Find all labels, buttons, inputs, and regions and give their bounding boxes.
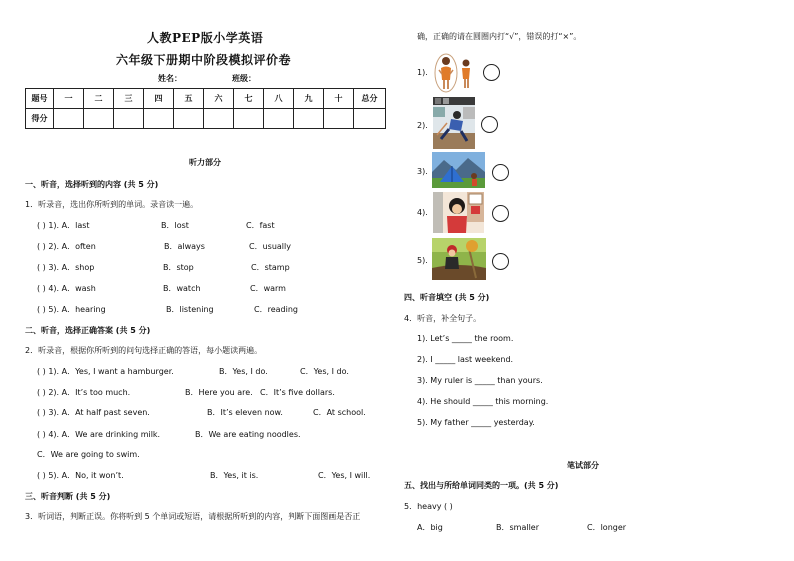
s1-item-a: ( ) 4). A．wash (37, 284, 96, 293)
answer-circle[interactable] (492, 205, 509, 222)
section2-heading: 二、听音，选择正确答案 (共 5 分) (25, 326, 151, 335)
s2-item-a: ( ) 5). A．No, it won’t. (37, 471, 124, 480)
boy-gardening-picture (432, 238, 486, 280)
s3-item-label: 4). (417, 208, 428, 217)
s3-item-label: 1). (417, 68, 428, 77)
score-cell[interactable] (174, 109, 204, 129)
s2-item-c: C．It’s five dollars. (260, 388, 335, 397)
score-header-cell: 十 (324, 89, 354, 109)
s3-item-label: 5). (417, 256, 428, 265)
s2-item-a: ( ) 1). A．Yes, I want a hamburger. (37, 367, 174, 376)
score-header-cell: 五 (174, 89, 204, 109)
s2-item-c: C．We are going to swim. (37, 450, 140, 459)
listening-section-title: 听力部分 (189, 158, 221, 167)
score-header-cell: 一 (54, 89, 84, 109)
s3-item-label: 2). (417, 121, 428, 130)
s1-item-a: ( ) 3). A．shop (37, 263, 95, 272)
score-cell[interactable] (204, 109, 234, 129)
s1-item-b: B．lost (161, 221, 189, 230)
section3-instruction: 3．听词语，判断正误。你将听到 5 个单词或短语，请根据所听到的内容，判断下面图画是否正 (25, 512, 361, 521)
s4-item: 4). He should _____ this morning. (417, 397, 549, 406)
answer-circle[interactable] (481, 116, 498, 133)
tent-camping-picture (432, 152, 485, 188)
score-header-cell: 二 (84, 89, 114, 109)
score-cell[interactable] (144, 109, 174, 129)
s4-item: 1). Let’s _____ the room. (417, 334, 514, 343)
boy-at-window-picture (433, 192, 484, 233)
s1-item-c: C．reading (254, 305, 298, 314)
score-row-label: 得分 (26, 109, 54, 129)
score-cell[interactable] (354, 109, 386, 129)
score-header-cell: 七 (234, 89, 264, 109)
s1-item-a: ( ) 2). A．often (37, 242, 96, 251)
score-cell[interactable] (264, 109, 294, 129)
section1-instruction: 1．听录音，选出你所听到的单词。录音读一遍。 (25, 200, 199, 209)
s5-question: 5．heavy ( ) (404, 502, 453, 511)
boy-cleaning-room-picture (433, 97, 475, 149)
writing-section-title: 笔试部分 (567, 461, 599, 470)
s4-item: 2). I _____ last weekend. (417, 355, 514, 364)
section5-heading: 五、找出与所给单词同类的一项。(共 5 分) (404, 481, 559, 490)
s1-item-b: B．listening (166, 305, 214, 314)
s4-item: 5). My father _____ yesterday. (417, 418, 535, 427)
s3-item-label: 3). (417, 167, 428, 176)
score-cell[interactable] (294, 109, 324, 129)
answer-circle[interactable] (492, 253, 509, 270)
section4-heading: 四、听音填空 (共 5 分) (404, 293, 490, 302)
s1-item-c: C．fast (246, 221, 275, 230)
score-header-row (26, 89, 386, 109)
score-cell[interactable] (234, 109, 264, 129)
s2-item-a: ( ) 3). A．At half past seven. (37, 408, 150, 417)
score-header-cell: 九 (294, 89, 324, 109)
s1-item-b: B．stop (163, 263, 194, 272)
section3-instruction-cont: 确，正确的请在圆圈内打“√”，错误的打“×”。 (417, 32, 582, 41)
s2-item-c: C．Yes, I will. (318, 471, 371, 480)
score-table (25, 88, 386, 129)
s5-option-a: A．big (417, 523, 443, 532)
s1-item-c: C．stamp (251, 263, 290, 272)
s2-item-b: B．It’s eleven now. (207, 408, 283, 417)
s5-option-b: B．smaller (496, 523, 540, 532)
score-header-cell: 四 (144, 89, 174, 109)
s2-item-b: B．Yes, I do. (219, 367, 268, 376)
s2-item-b: B．Here you are. (185, 388, 253, 397)
s1-item-b: B．always (164, 242, 205, 251)
exam-subtitle: 六年级下册期中阶段模拟评价卷 (116, 53, 292, 67)
s1-item-c: C．warm (250, 284, 286, 293)
s2-item-a: ( ) 2). A．It’s too much. (37, 388, 131, 397)
section3-heading: 三、听音判断 (共 5 分) (25, 492, 111, 501)
score-value-row (26, 109, 386, 129)
s1-item-b: B．watch (163, 284, 201, 293)
score-cell[interactable] (54, 109, 84, 129)
score-header-cell: 三 (114, 89, 144, 109)
s4-item: 3). My ruler is _____ than yours. (417, 376, 543, 385)
s5-option-c: C．longer (587, 523, 627, 532)
s2-item-b: B．Yes, it is. (210, 471, 259, 480)
score-header-cell: 八 (264, 89, 294, 109)
exam-title: 人教PEP版小学英语 (147, 31, 264, 45)
s1-item-c: C．usually (249, 242, 291, 251)
girl-hands-on-hips-picture (433, 52, 475, 94)
section1-heading: 一、听音，选择听到的内容 (共 5 分) (25, 180, 159, 189)
answer-circle[interactable] (483, 64, 500, 81)
section2-instruction: 2．听录音，根据你所听到的问句选择正确的答语，每小题读两遍。 (25, 346, 263, 355)
score-header-cell: 六 (204, 89, 234, 109)
s2-item-b: B．We are eating noodles. (195, 430, 301, 439)
s2-item-c: C．At school. (313, 408, 366, 417)
s1-item-a: ( ) 5). A．hearing (37, 305, 106, 314)
score-header-cell: 总分 (354, 89, 386, 109)
score-cell[interactable] (324, 109, 354, 129)
section4-instruction: 4．听音，补全句子。 (404, 314, 482, 323)
s2-item-a: ( ) 4). A．We are drinking milk. (37, 430, 161, 439)
s2-item-c: C．Yes, I do. (300, 367, 349, 376)
name-label: 姓名： (158, 74, 182, 83)
answer-circle[interactable] (492, 164, 509, 181)
score-cell[interactable] (84, 109, 114, 129)
s1-item-a: ( ) 1). A．last (37, 221, 90, 230)
score-header-cell: 题号 (26, 89, 54, 109)
score-cell[interactable] (114, 109, 144, 129)
class-label: 班级： (232, 74, 256, 83)
